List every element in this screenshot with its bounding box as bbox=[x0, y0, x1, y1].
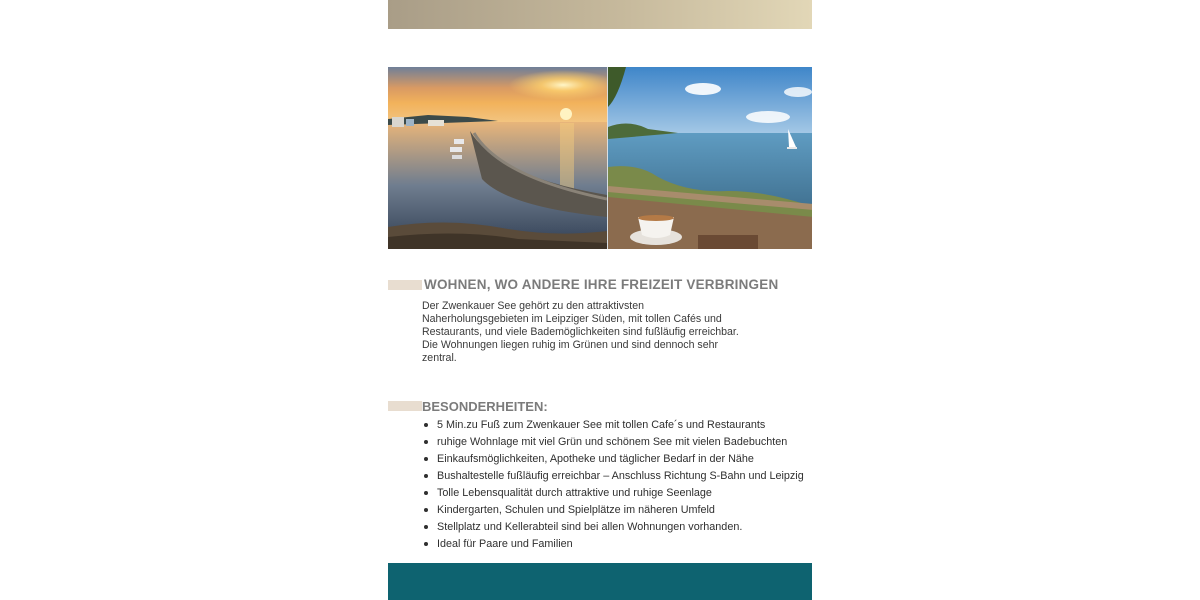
intro-paragraph bbox=[422, 300, 740, 365]
intro-line: Die Wohnungen liegen ruhig im Grünen und sind dennoch sehr bbox=[422, 338, 719, 351]
bottom-decorative-band bbox=[388, 563, 812, 600]
feature-item: Bushaltestelle fußläufig erreichbar – Anschluss Richtung S-Bahn und Leipzig bbox=[422, 468, 807, 485]
top-decorative-band bbox=[388, 0, 812, 29]
feature-item: Kindergarten, Schulen und Spielplätze im näheren Umfeld bbox=[422, 502, 807, 519]
lake-shore-photo bbox=[607, 67, 812, 249]
brochure-page bbox=[388, 0, 812, 600]
feature-item: Einkaufsmöglichkeiten, Apotheke und täglicher Bedarf in der Nähe bbox=[422, 451, 807, 468]
feature-item: Stellplatz und Kellerabteil sind bei allen Wohnungen vorhanden. bbox=[422, 519, 807, 536]
features-heading: BESONDERHEITEN: bbox=[422, 399, 548, 414]
photo-strip bbox=[388, 67, 812, 249]
intro-line: Restaurants, und viele Bademöglichkeiten sind fußläufig erreichbar. bbox=[422, 325, 739, 338]
feature-item: Ideal für Paare und Familien bbox=[422, 536, 807, 553]
feature-item: Tolle Lebensqualität durch attraktive und ruhige Seenlage bbox=[422, 485, 807, 502]
feature-item: 5 Min.zu Fuß zum Zwenkauer See mit tollen Cafe´s und Restaurants bbox=[422, 417, 807, 434]
sunset-harbor-photo bbox=[388, 67, 607, 249]
feature-item: ruhige Wohnlage mit viel Grün und schönem See mit vielen Badebuchten bbox=[422, 434, 807, 451]
features-accent-bar bbox=[388, 401, 422, 411]
section-heading: WOHNEN, WO ANDERE IHRE FREIZEIT VERBRINGEN bbox=[424, 277, 779, 292]
intro-line: Naherholungsgebieten im Leipziger Süden, mit tollen Cafés und bbox=[422, 312, 722, 325]
heading-accent-bar bbox=[388, 280, 422, 290]
features-list bbox=[422, 417, 807, 553]
intro-line: Der Zwenkauer See gehört zu den attraktivsten bbox=[422, 300, 644, 312]
intro-line: zentral. bbox=[422, 351, 457, 364]
